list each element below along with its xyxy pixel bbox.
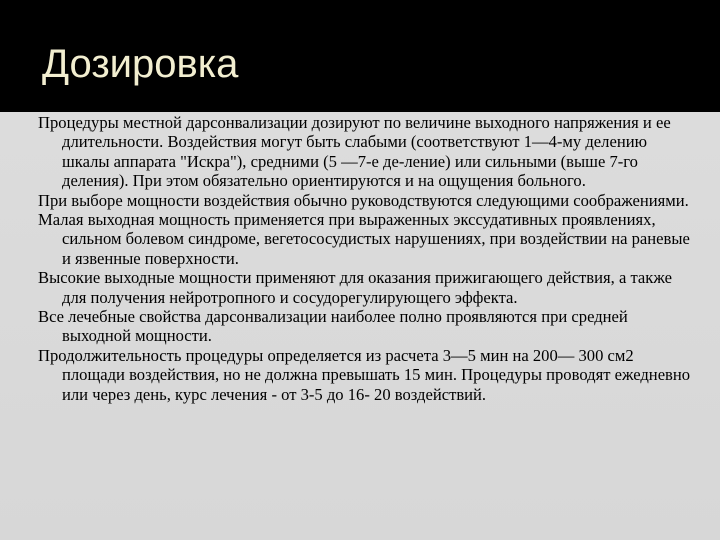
paragraph-list [38, 113, 698, 404]
paragraph-dosing: Процедуры местной дарсонвализации дозируют по величине выходного напряжения и ее длительности. Воздействия могут быть слабыми (соответствуют 1—4-му делению шкалы аппарата "Искра"), средними (5 —7-е де-ление) или сильными (выше 7-го деления). При этом обязательно ориентируются и на ощущения больного. [38, 113, 671, 191]
paragraph-low-power: Малая выходная мощность применяется при выраженных экссудативных проявлениях, сильном болевом синдроме, вегетососудистых нарушениях, при воздействии на раневые и язвенные поверхности. [38, 210, 690, 268]
slide-body [0, 112, 720, 540]
paragraph-power-choice: При выборе мощности воздействия обычно руководствуются следующими соображениями. [38, 190, 689, 210]
paragraph-medium-power: Все лечебные свойства дарсонвализации наиболее полно проявляются при средней выходной мощности. [38, 307, 628, 346]
slide-title: Дозировка [42, 42, 239, 86]
paragraph-duration: Продолжительность процедуры определяется из расчета 3—5 мин на 200— 300 см2 площади воздействия, но не должна превышать 15 мин. Процедуры проводят ежедневно или через день, курс лечения - от 3-5 до 16- 20 воздействий. [38, 345, 691, 404]
paragraph-high-power: Высокие выходные мощности применяют для оказания прижигающего действия, а также для получения нейротропного и сосудорегулирующего эффекта. [38, 268, 672, 307]
slide-header [0, 0, 720, 112]
